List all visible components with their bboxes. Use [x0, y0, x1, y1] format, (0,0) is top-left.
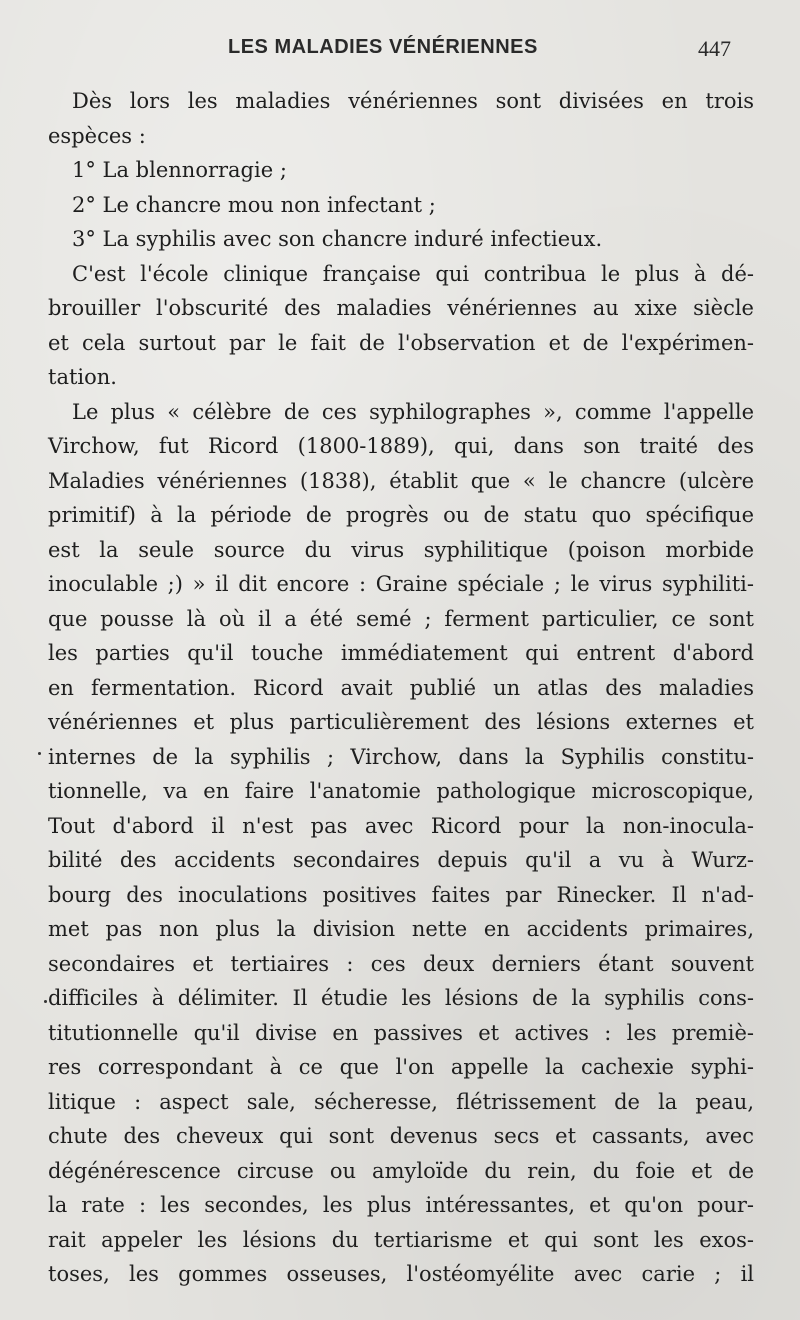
- print-speck: [44, 1000, 47, 1003]
- text-line: Tout d'abord il n'est pas avec Ricord pour la non-inocula-: [48, 813, 754, 838]
- text-line: bilité des accidents secondaires depuis qu'il a vu à Wurz-: [48, 848, 754, 872]
- running-title: LES MALADIES VÉNÉRIENNES: [228, 36, 538, 58]
- text-line: Virchow, fut Ricord (1800-1889), qui, dans son traité des: [48, 434, 754, 458]
- text-line: Dès lors les maladies vénériennes sont divisées en trois: [72, 89, 754, 113]
- text-line: espèces :: [48, 123, 146, 148]
- text-line: chute des cheveux qui sont devenus secs et cassants, avec: [48, 1124, 754, 1148]
- text-line: C'est l'école clinique française qui contribua le plus à dé-: [72, 261, 754, 286]
- running-head: [0, 36, 800, 66]
- text-line: les parties qu'il touche immédiatement qui entrent d'abord: [48, 641, 754, 665]
- text-line: dégénérescence circuse ou amyloïde du rein, du foie et de: [48, 1158, 754, 1183]
- text-line: rait appeler les lésions du tertiarisme et qui sont les exos-: [48, 1227, 754, 1252]
- text-line: titutionnelle qu'il divise en passives et actives : les premiè-: [48, 1020, 754, 1045]
- text-line: internes de la syphilis ; Virchow, dans la Syphilis constitu-: [48, 744, 754, 769]
- text-line: vénériennes et plus particulièrement des lésions externes et: [48, 710, 754, 734]
- text-line: que pousse là où il a été semé ; ferment particulier, ce sont: [48, 606, 754, 631]
- text-line: tation.: [48, 365, 117, 389]
- text-line: Maladies vénériennes (1838), établit que « le chancre (ulcère: [48, 468, 754, 493]
- text-line: litique : aspect sale, sécheresse, flétrissement de la peau,: [48, 1089, 754, 1114]
- print-speck: [38, 752, 41, 755]
- text-line: toses, les gommes osseuses, l'ostéomyélite avec carie ; il: [48, 1262, 754, 1286]
- text-line: secondaires et tertiaires : ces deux derniers étant souvent: [48, 951, 754, 976]
- text-line: difficiles à délimiter. Il étudie les lésions de la syphilis cons-: [48, 986, 754, 1010]
- text-line: tionnelle, va en faire l'anatomie pathologique microscopique,: [48, 779, 754, 803]
- text-line: la rate : les secondes, les plus intéressantes, et qu'on pour-: [48, 1193, 754, 1217]
- text-line: inoculable ;) » il dit encore : Graine spéciale ; le virus syphiliti-: [48, 572, 754, 596]
- text-line: res correspondant à ce que l'on appelle la cachexie syphi-: [48, 1055, 754, 1079]
- text-line: primitif) à la période de progrès ou de statu quo spécifique: [48, 503, 754, 527]
- text-line: met pas non plus la division nette en accidents primaires,: [48, 917, 754, 941]
- list-item: 2° Le chancre mou non infectant ;: [72, 192, 436, 217]
- text-line: brouiller l'obscurité des maladies vénériennes au xixe siècle: [48, 296, 754, 320]
- text-line: et cela surtout par le fait de l'observation et de l'expérimen-: [48, 330, 754, 355]
- text-line: Le plus « célèbre de ces syphilographes », comme l'appelle: [72, 399, 754, 424]
- text-line: est la seule source du virus syphilitique (poison morbide: [48, 537, 754, 562]
- text-line: en fermentation. Ricord avait publié un atlas des maladies: [48, 675, 754, 700]
- page-number: 447: [698, 36, 731, 61]
- list-item: 1° La blennorragie ;: [72, 158, 287, 182]
- body-text: [48, 84, 754, 1292]
- text-line: bourg des inoculations positives faites par Rinecker. Il n'ad-: [48, 882, 754, 907]
- list-item: 3° La syphilis avec son chancre induré infectieux.: [72, 227, 603, 251]
